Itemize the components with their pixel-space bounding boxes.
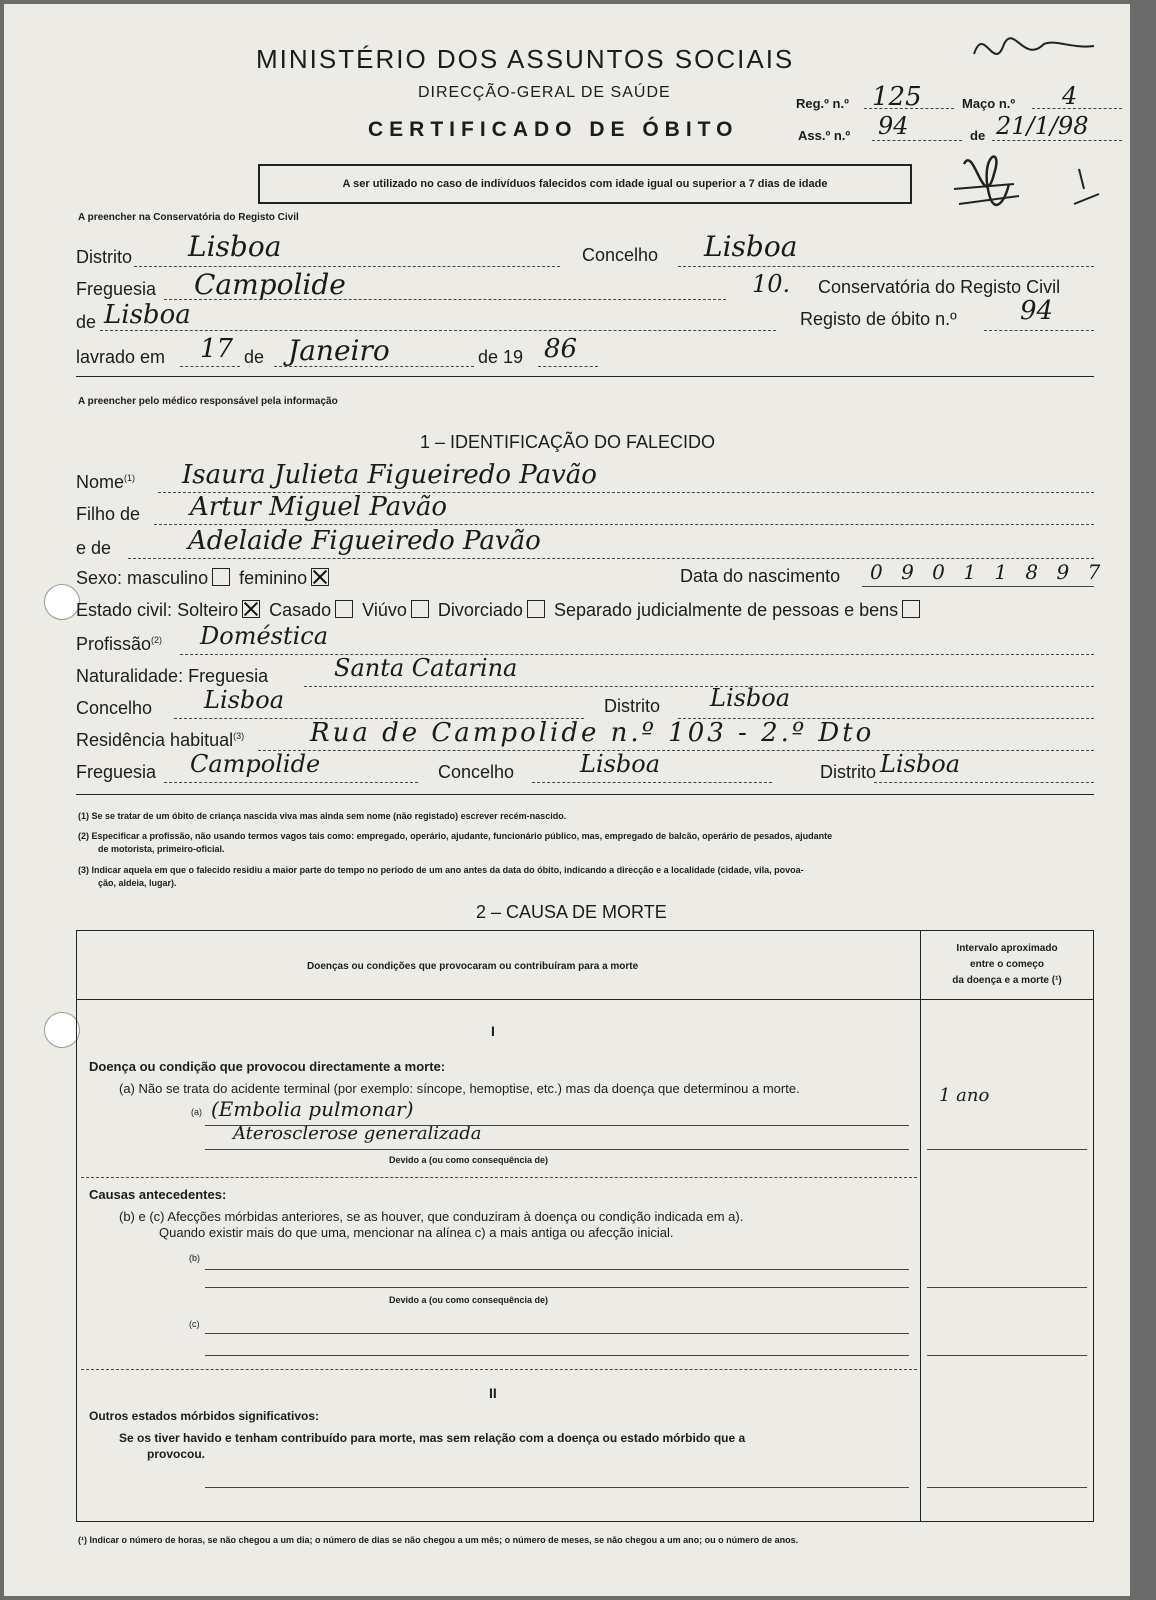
cause-a-value-2: Aterosclerose generalizada xyxy=(233,1123,482,1144)
cause-a-interval: 1 ano xyxy=(939,1085,990,1106)
direct-cause-label: Doença ou condição que provocou directamente a morte: xyxy=(89,1059,446,1074)
b-label: (b) xyxy=(189,1253,200,1263)
outros-label: Outros estados mórbidos significativos: xyxy=(89,1409,320,1423)
residencia-concelho-value: Lisboa xyxy=(580,750,661,778)
maco-label: Maço n.º xyxy=(962,96,1016,111)
naturalidade-distrito-value: Lisboa xyxy=(710,684,791,712)
registo-value: 94 xyxy=(1020,296,1054,326)
col1-header: Doenças ou condições que provocaram ou contribuíram para a morte xyxy=(307,961,639,972)
nascimento-label: Data do nascimento xyxy=(680,566,841,586)
estado-civil-row: Estado civil: Solteiro Casado Viúvo Divorciado Separado judicialmente de pessoas e bens xyxy=(76,600,924,621)
ede-label: e de xyxy=(76,538,112,558)
punch-hole xyxy=(44,584,80,620)
distrito-label: Distrito xyxy=(76,247,133,267)
masculino-checkbox[interactable] xyxy=(212,568,230,586)
lavrado-day: 17 xyxy=(200,334,234,364)
document-title: CERTIFICADO DE ÓBITO xyxy=(368,118,739,141)
freguesia-label: Freguesia xyxy=(76,279,157,299)
directorate-heading: DIRECÇÃO-GERAL DE SAÚDE xyxy=(418,84,671,101)
cause-of-death-table xyxy=(76,930,1094,1522)
footnote-2: (2) Especificar a profissão, não usando termos vagos tais como: empregado, operário, ajudante, funcionário público, mas, empregado de balcão, operário de pesados, ajudante xyxy=(78,831,833,841)
direct-cause-note: (a) Não se trata do acidente terminal (por exemplo: síncope, hemoptise, etc.) mas da doença que determinou a morte. xyxy=(119,1081,800,1096)
usage-notice-box: A ser utilizado no caso de indivíduos falecidos com idade igual ou superior a 7 dias de idade xyxy=(258,164,912,204)
outros-text-1: Se os tiver havido e tenham contribuído para morte, mas sem relação com a doença ou estado mórbido que a xyxy=(119,1431,746,1445)
maco-value: 4 xyxy=(1062,82,1078,110)
profissao-label: Profissão$^{(2)}$ xyxy=(76,634,163,654)
profissao-value: Doméstica xyxy=(200,622,329,650)
casado-checkbox[interactable] xyxy=(335,600,353,618)
outros-text-2: provocou. xyxy=(147,1447,206,1461)
registry-section-note: A preencher na Conservatória do Registo Civil xyxy=(78,212,299,223)
death-certificate-page xyxy=(4,4,1130,1596)
ass-number-value: 94 xyxy=(878,112,909,140)
cause-a-value-1: (Embolia pulmonar) xyxy=(211,1097,414,1121)
c-label: (c) xyxy=(189,1319,200,1329)
footnote-2b: de motorista, primeiro-oficial. xyxy=(98,844,225,854)
nascimento-value: 0 9 0 1 1 8 9 7 xyxy=(870,560,1107,584)
lavrado-de-1: de xyxy=(244,347,265,367)
punch-hole xyxy=(44,1012,80,1048)
antecedentes-text-1: (b) e (c) Afecções mórbidas anteriores, se as houver, que conduziram à doença ou condição indicada em a). xyxy=(119,1209,744,1224)
handwritten-signature-marks xyxy=(934,14,1130,234)
lavrado-month: Janeiro xyxy=(288,334,390,367)
concelho-value: Lisboa xyxy=(704,230,798,263)
antecedentes-text-2: Quando existir mais do que uma, mencionar na alínea c) a mais antiga ou afecção inicial. xyxy=(159,1225,674,1240)
reg-number-label: Reg.º n.º xyxy=(796,96,849,111)
ass-date-label: de xyxy=(970,128,986,143)
nome-value: Isaura Julieta Figueiredo Pavão xyxy=(182,460,597,490)
residencia-value: Rua de Campolide n.º 103 - 2.º Dto xyxy=(310,718,875,748)
de-label: de xyxy=(76,312,97,332)
freguesia-value: Campolide xyxy=(194,268,346,301)
naturalidade-label: Naturalidade: Freguesia xyxy=(76,666,269,686)
conservatoria-label: Conservatória do Registo Civil xyxy=(818,277,1061,297)
feminino-checkbox[interactable] xyxy=(311,568,329,586)
divorciado-checkbox[interactable] xyxy=(527,600,545,618)
doctor-section-note: A preencher pelo médico responsável pela informação xyxy=(78,396,338,407)
lavrado-label: lavrado em xyxy=(76,347,166,367)
naturalidade-concelho-label: Concelho xyxy=(76,698,153,718)
distrito-value: Lisboa xyxy=(188,230,282,263)
devido-2: Devido a (ou como consequência de) xyxy=(389,1295,549,1305)
bottom-footnote: (¹) Indicar o número de horas, se não chegou a um dia; o número de dias se não chegou a um mês; o número de meses, se não chegou a um ano; ou o número de anos. xyxy=(78,1535,799,1545)
footnote-1: (1) Se se tratar de um óbito de criança nascida viva mas ainda sem nome (não registado) escrever recém-nascido. xyxy=(78,811,567,821)
footnote-3: (3) Indicar aquela em que o falecido residiu a maior parte do tempo no período de um ano antes da data do óbito, indicando a direcção e a localidade (cidade, vila, povoa- xyxy=(78,865,804,875)
ministry-heading: MINISTÉRIO DOS ASSUNTOS SOCIAIS xyxy=(256,44,795,74)
de-value: Lisboa xyxy=(104,300,191,330)
reg-number-value: 125 xyxy=(872,82,922,112)
solteiro-checkbox[interactable] xyxy=(242,600,260,618)
antecedentes-label: Causas antecedentes: xyxy=(89,1187,227,1202)
residencia-freguesia-label: Freguesia xyxy=(76,762,157,782)
filho-value: Artur Miguel Pavão xyxy=(190,492,448,522)
residencia-freguesia-value: Campolide xyxy=(190,750,321,778)
viuvo-checkbox[interactable] xyxy=(411,600,429,618)
ede-value: Adelaide Figueiredo Pavão xyxy=(188,526,541,556)
lavrado-year: 86 xyxy=(544,334,578,364)
residencia-concelho-label: Concelho xyxy=(438,762,515,782)
ass-number-label: Ass.º n.º xyxy=(798,128,851,143)
part-II-label: II xyxy=(489,1385,497,1401)
naturalidade-value: Santa Catarina xyxy=(334,654,518,682)
ass-date-value: 21/1/98 xyxy=(996,112,1089,140)
residencia-label: Residência habitual$^{(3)}$ xyxy=(76,730,245,750)
filho-label: Filho de xyxy=(76,504,141,524)
naturalidade-distrito-label: Distrito xyxy=(604,696,661,716)
concelho-label: Concelho xyxy=(582,245,659,265)
devido-1: Devido a (ou como consequência de) xyxy=(389,1155,549,1165)
residencia-distrito-label: Distrito xyxy=(820,762,877,782)
footnote-3b: ção, aldeia, lugar). xyxy=(98,878,177,888)
col2-header: Intervalo aproximado entre o começo da doença e a morte (¹) xyxy=(952,943,1062,986)
section2-title: 2 – CAUSA DE MORTE xyxy=(476,902,667,922)
section1-title: 1 – IDENTIFICAÇÃO DO FALECIDO xyxy=(420,432,716,452)
naturalidade-concelho-value: Lisboa xyxy=(204,686,285,714)
a-label: (a) xyxy=(191,1107,202,1117)
registo-label: Registo de óbito n.º xyxy=(800,309,957,329)
part-I-label: I xyxy=(491,1023,495,1039)
conservatoria-number: 10. xyxy=(752,270,791,298)
separado-checkbox[interactable] xyxy=(902,600,920,618)
sexo-row: Sexo: masculino feminino xyxy=(76,568,333,589)
residencia-distrito-value: Lisboa xyxy=(880,750,961,778)
nome-label: Nome$^{(1)}$ xyxy=(76,472,136,492)
lavrado-de-2: de 19 xyxy=(478,347,524,367)
